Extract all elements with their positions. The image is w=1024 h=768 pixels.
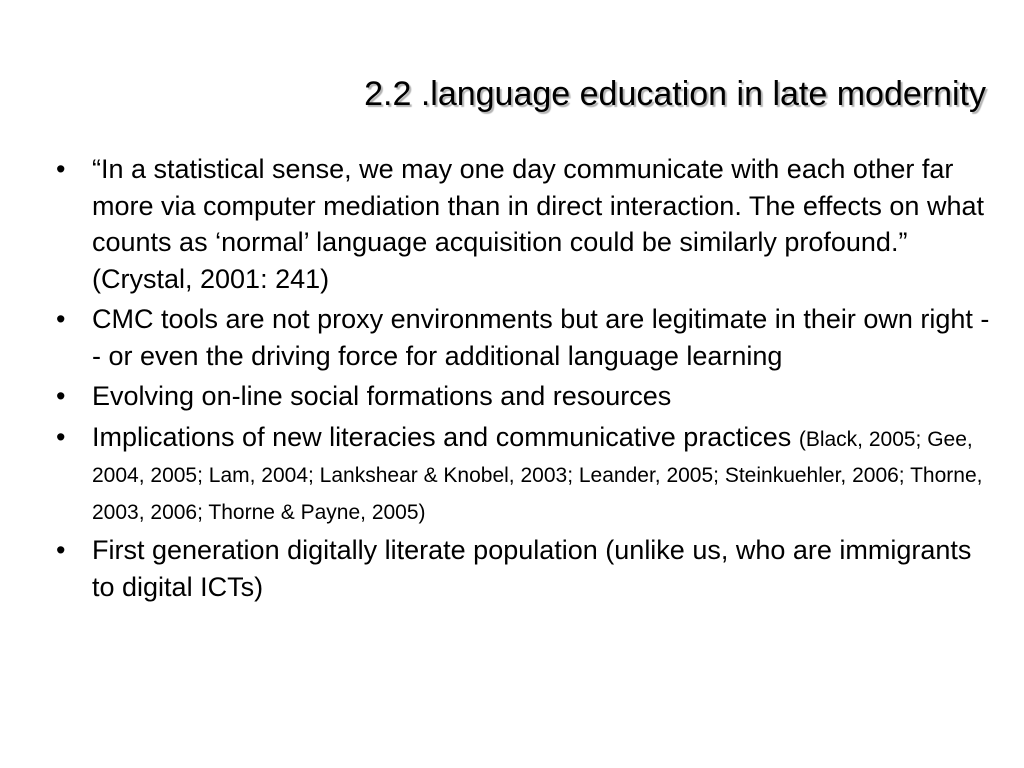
bullet-text: “In a statistical sense, we may one day communicate with each other far more via computer mediation than in direct interaction. The effects on what counts as ‘normal’ language acquisition could be similarly profound.” (Crystal, 2001: 241): [92, 154, 984, 294]
bullet-icon: •: [56, 421, 66, 452]
bullet-item-digital-population: [56, 532, 991, 605]
bullet-icon: •: [56, 304, 66, 334]
bullet-item-social-formations: [56, 378, 991, 415]
bullet-icon: •: [56, 535, 66, 565]
slide-title: 2.2 .language education in late modernity: [364, 75, 986, 113]
bullet-list: [56, 151, 991, 609]
bullet-item-new-literacies: [56, 419, 991, 529]
bullet-icon: •: [56, 154, 66, 184]
bullet-text: Evolving on-line social formations and resources: [92, 381, 672, 411]
bullet-item-crystal-quote: [56, 151, 991, 297]
bullet-text: First generation digitally literate population (unlike us, who are immigrants to digital ICTs): [92, 535, 972, 602]
bullet-item-cmc-tools: [56, 301, 991, 374]
bullet-icon: •: [56, 381, 66, 411]
bullet-text: Implications of new literacies and communicative practices: [92, 421, 792, 452]
bullet-text: CMC tools are not proxy environments but are legitimate in their own right -- or even the driving force for additional language learning: [92, 304, 990, 371]
bullet-citation: (Black, 2005; Gee, 2004, 2005; Lam, 2004; Lankshear & Knobel, 2003; Leander, 2005; Steinkuehler, 2006; Thorne, 2003, 2006; Thorne & Payne, 2005): [92, 427, 983, 524]
